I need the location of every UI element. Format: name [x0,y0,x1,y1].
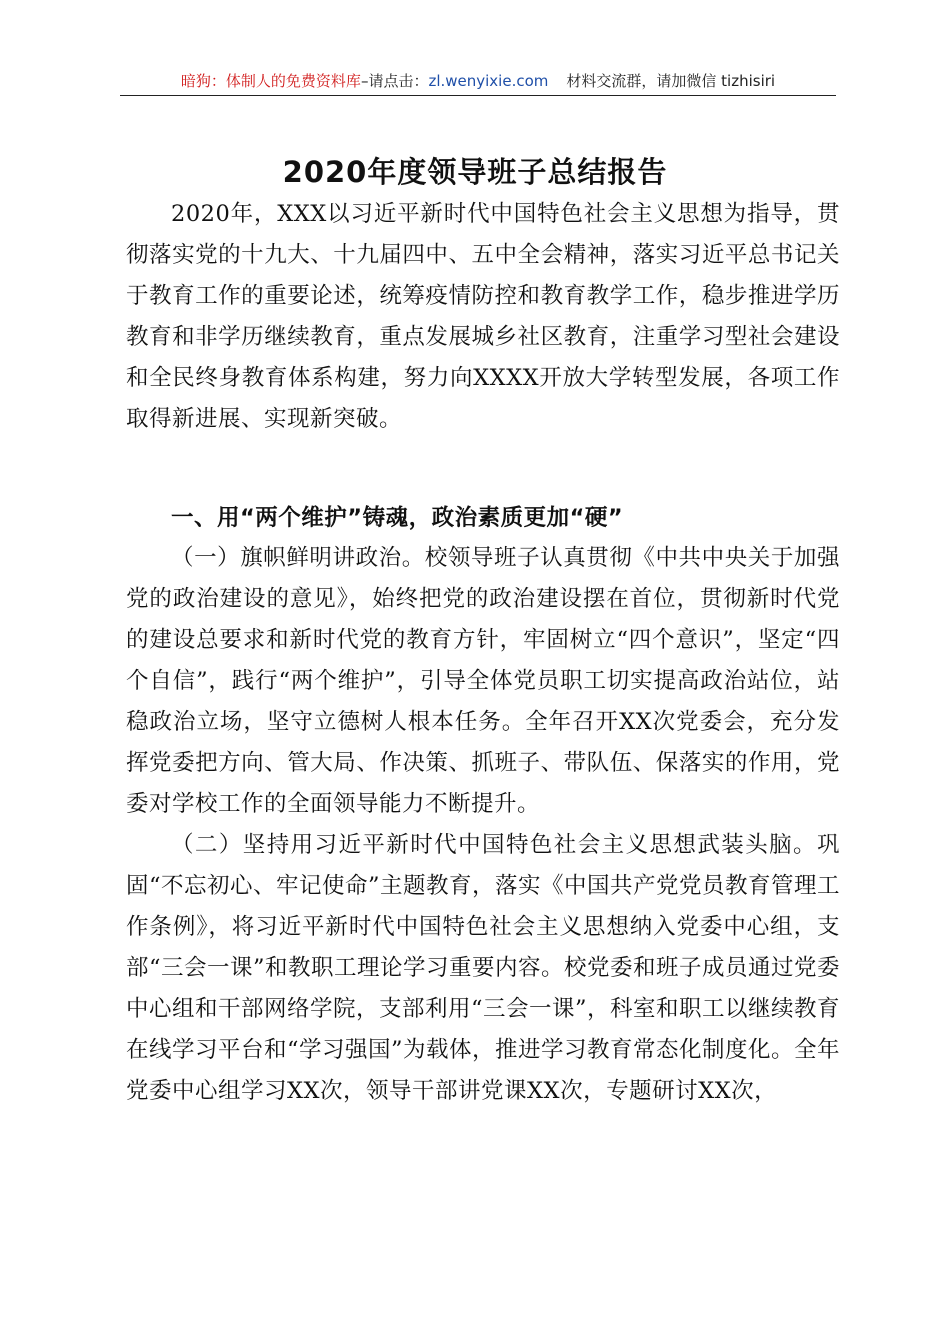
header-wechat-text: 材料交流群，请加微信 tizhisiri [566,72,776,90]
subsection-heading: （二）坚持用习近平新时代中国特色社会主义思想武装头脑。 [171,832,817,858]
header-url-link[interactable]: zl.wenyixie.com [428,72,549,90]
document-title: 2020年度领导班子总结报告 [282,155,668,189]
subsection-body: 巩固“不忘初心、牢记使命”主题教育，落实《中国共产党党员教育管理工作条例》，将习近平新时代中国特色社会主义思想纳入党委中心组，支部“三会一课”和教职工理论学习重要内容。校党委和班子成员通过党委中心组和干部网络学院，支部利用“三会一课”，科室和职工以继续教育在线学习平台和“学习强国”为载体，推进学习教育常态化制度化。全年党委中心组学习XX次，领导干部讲党课XX次，专题研讨XX次， [126,832,841,1104]
header-divider [120,95,836,96]
subsection-heading: （一）旗帜鲜明讲政治。 [171,545,425,571]
subsection-body: 校领导班子认真贯彻《中共中央关于加强党的政治建设的意见》，始终把党的政治建设摆在首位，贯彻新时代党的建设总要求和新时代党的教育方针，牢固树立“四个意识”，坚定“四个自信”，践行“两个维护”，引导全体党员职工切实提高政治站位，站稳政治立场，坚守立德树人根本任务。全年召开XX次党委会，充分发挥党委把方向、管大局、作决策、抓班子、带队伍、保落实的作用，党委对学校工作的全面领导能力不断提升。 [126,545,840,817]
subsection-paragraph [126,825,840,1112]
document-body [126,190,840,1112]
intro-paragraph: 2020年，XXX以习近平新时代中国特色社会主义思想为指导，贯彻落实党的十九大、十九届四中、五中全会精神，落实习近平总书记关于教育工作的重要论述，统筹疫情防控和教育教学工作，稳步推进学历教育和非学历继续教育，重点发展城乡社区教育，注重学习型社会建设和全民终身教育体系构建，努力向XXXX开放大学转型发展，各项工作取得新进展、实现新突破。 [126,201,840,432]
section-heading: 一、用“两个维护”铸魂，政治素质更加“硬” [171,505,624,531]
subsection-paragraph [126,538,840,825]
header-click-prompt: –请点击： [360,72,429,90]
header-promo-text: 暗狗：体制人的免费资料库 [180,72,361,90]
page-header [120,68,836,94]
